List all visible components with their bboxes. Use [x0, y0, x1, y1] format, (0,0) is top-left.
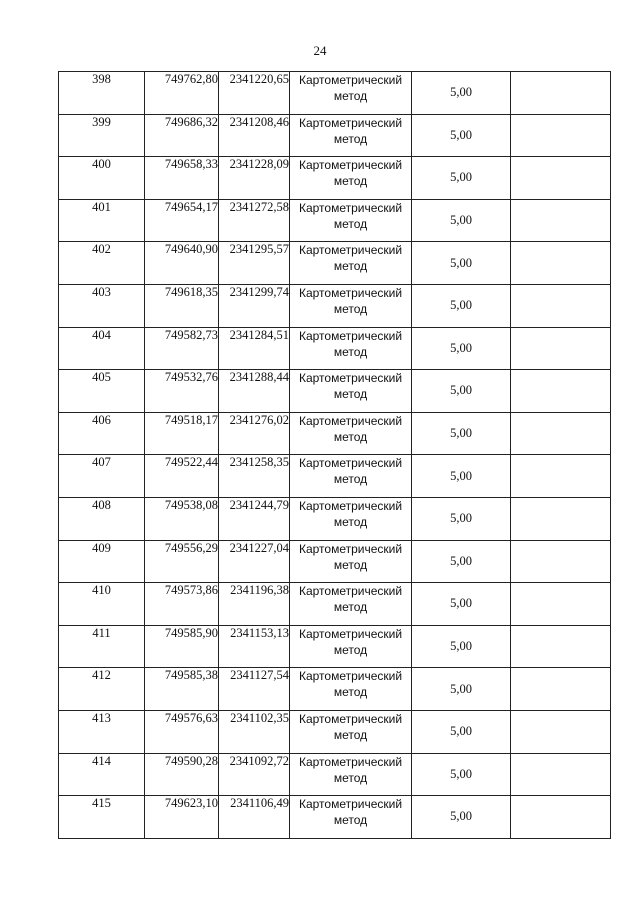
- method-cell: [290, 710, 412, 753]
- method-line-1: Картометрический: [298, 73, 403, 87]
- method-line-1: Картометрический: [298, 371, 403, 386]
- note-cell: [511, 455, 611, 498]
- coordinate-y: 2341196,38: [219, 583, 290, 626]
- point-number: 406: [59, 412, 145, 455]
- coordinate-y: 2341127,54: [219, 668, 290, 711]
- coordinate-x: 749522,44: [145, 455, 219, 498]
- method-line-1: Картометрический: [298, 754, 403, 769]
- point-number: 405: [59, 370, 145, 413]
- method-cell: [290, 327, 412, 370]
- note-cell: [511, 753, 611, 796]
- coordinate-x: 749623,10: [145, 796, 219, 839]
- note-cell: [511, 540, 611, 583]
- method-cell: [290, 583, 412, 626]
- method-line-2: метод: [333, 642, 368, 657]
- point-number: 400: [59, 157, 145, 200]
- point-number: 414: [59, 753, 145, 796]
- accuracy-value: 5,00: [412, 796, 511, 839]
- coordinate-y: 2341276,02: [219, 412, 290, 455]
- accuracy-value: 5,00: [412, 625, 511, 668]
- method-line-1: Картометрический: [298, 413, 403, 428]
- point-number: 408: [59, 497, 145, 540]
- note-cell: [511, 710, 611, 753]
- table-row: [59, 199, 611, 242]
- coordinate-x: 749618,35: [145, 284, 219, 327]
- table-row: [59, 583, 611, 626]
- method-line-2: метод: [333, 429, 368, 444]
- method-line-1: Картометрический: [298, 711, 403, 726]
- coordinate-x: 749640,90: [145, 242, 219, 285]
- method-line-2: метод: [333, 557, 368, 572]
- method-line-1: Картометрический: [298, 797, 403, 812]
- method-cell: [290, 114, 412, 157]
- method-line-2: метод: [333, 727, 368, 742]
- method-line-1: Картометрический: [298, 285, 403, 300]
- note-cell: [511, 72, 611, 115]
- note-cell: [511, 370, 611, 413]
- coordinate-x: 749518,17: [145, 412, 219, 455]
- coordinate-x: 749582,73: [145, 327, 219, 370]
- note-cell: [511, 284, 611, 327]
- note-cell: [511, 199, 611, 242]
- method-line-2: метод: [333, 514, 368, 529]
- method-line-2: метод: [333, 387, 368, 402]
- coordinate-x: 749585,90: [145, 625, 219, 668]
- point-number: 401: [59, 199, 145, 242]
- method-cell: [290, 157, 412, 200]
- table-row: [59, 497, 611, 540]
- method-cell: [290, 540, 412, 583]
- table-row: [59, 412, 611, 455]
- note-cell: [511, 412, 611, 455]
- accuracy-value: 5,00: [412, 540, 511, 583]
- method-cell: [290, 199, 412, 242]
- method-cell: [290, 668, 412, 711]
- method-line-2: метод: [333, 472, 368, 487]
- method-line-2: метод: [333, 600, 368, 615]
- method-cell: [290, 625, 412, 668]
- table-row: [59, 157, 611, 200]
- coordinate-x: 749658,33: [145, 157, 219, 200]
- coordinate-y: 2341295,57: [219, 242, 290, 285]
- method-cell: [290, 497, 412, 540]
- coordinate-x: 749654,17: [145, 199, 219, 242]
- accuracy-value: 5,00: [412, 370, 511, 413]
- table-row: [59, 370, 611, 413]
- table-row: [59, 796, 611, 839]
- coordinate-y: 2341092,72: [219, 753, 290, 796]
- note-cell: [511, 114, 611, 157]
- table-row: [59, 284, 611, 327]
- method-line-1: Картометрический: [298, 456, 403, 471]
- coordinate-y: 2341244,79: [219, 497, 290, 540]
- method-line-1: Картометрический: [298, 200, 403, 215]
- coordinate-y: 2341153,13: [219, 625, 290, 668]
- table-row: [59, 540, 611, 583]
- accuracy-value: 5,00: [412, 668, 511, 711]
- coordinate-x: 749590,28: [145, 753, 219, 796]
- accuracy-value: 5,00: [412, 412, 511, 455]
- method-line-1: Картометрический: [298, 243, 403, 258]
- method-line-1: Картометрический: [298, 626, 403, 641]
- method-line-1: Картометрический: [298, 115, 403, 130]
- point-number: 399: [59, 114, 145, 157]
- method-line-2: метод: [333, 813, 368, 828]
- coordinate-x: 749573,86: [145, 583, 219, 626]
- table-row: [59, 753, 611, 796]
- coordinates-table: [58, 71, 611, 839]
- coordinate-y: 2341228,09: [219, 157, 290, 200]
- note-cell: [511, 625, 611, 668]
- point-number: 409: [59, 540, 145, 583]
- method-cell: [290, 412, 412, 455]
- method-line-1: Картометрический: [298, 158, 403, 173]
- table-row: [59, 72, 611, 115]
- accuracy-value: 5,00: [412, 455, 511, 498]
- coordinate-y: 2341284,51: [219, 327, 290, 370]
- note-cell: [511, 327, 611, 370]
- coordinate-y: 2341288,44: [219, 370, 290, 413]
- point-number: 398: [59, 72, 145, 115]
- point-number: 402: [59, 242, 145, 285]
- coordinate-x: 749538,08: [145, 497, 219, 540]
- point-number: 407: [59, 455, 145, 498]
- method-line-2: метод: [333, 259, 368, 274]
- table-row: [59, 327, 611, 370]
- accuracy-value: 5,00: [412, 72, 511, 115]
- point-number: 411: [59, 625, 145, 668]
- method-line-2: метод: [333, 174, 368, 189]
- table-row: [59, 710, 611, 753]
- method-line-1: Картометрический: [298, 584, 403, 599]
- method-cell: [290, 753, 412, 796]
- table-row: [59, 625, 611, 668]
- coordinate-y: 2341272,58: [219, 199, 290, 242]
- accuracy-value: 5,00: [412, 583, 511, 626]
- note-cell: [511, 157, 611, 200]
- note-cell: [511, 497, 611, 540]
- coordinate-y: 2341208,46: [219, 114, 290, 157]
- point-number: 404: [59, 327, 145, 370]
- accuracy-value: 5,00: [412, 114, 511, 157]
- coordinate-x: 749556,29: [145, 540, 219, 583]
- page-number: 24: [313, 43, 327, 58]
- method-cell: [290, 796, 412, 839]
- table-row: [59, 114, 611, 157]
- method-cell: [290, 284, 412, 327]
- method-line-1: Картометрический: [298, 669, 403, 684]
- method-line-2: метод: [333, 344, 368, 359]
- accuracy-value: 5,00: [412, 327, 511, 370]
- accuracy-value: 5,00: [412, 199, 511, 242]
- accuracy-value: 5,00: [412, 753, 511, 796]
- table-row: [59, 668, 611, 711]
- coordinate-x: 749585,38: [145, 668, 219, 711]
- coordinate-x: 749762,80: [145, 72, 219, 115]
- coordinate-x: 749532,76: [145, 370, 219, 413]
- point-number: 403: [59, 284, 145, 327]
- method-line-2: метод: [333, 685, 368, 700]
- method-cell: [290, 455, 412, 498]
- method-line-1: Картометрический: [298, 328, 403, 343]
- point-number: 413: [59, 710, 145, 753]
- coordinate-y: 2341227,04: [219, 540, 290, 583]
- note-cell: [511, 796, 611, 839]
- accuracy-value: 5,00: [412, 710, 511, 753]
- coordinate-y: 2341299,74: [219, 284, 290, 327]
- method-cell: [290, 72, 412, 115]
- note-cell: [511, 668, 611, 711]
- method-line-2: метод: [333, 301, 368, 316]
- coordinate-y: 2341258,35: [219, 455, 290, 498]
- method-line-1: Картометрический: [298, 541, 403, 556]
- coordinate-y: 2341102,35: [219, 710, 290, 753]
- coordinate-x: 749686,32: [145, 114, 219, 157]
- point-number: 412: [59, 668, 145, 711]
- coordinate-y: 2341220,65: [219, 72, 290, 115]
- method-line-1: Картометрический: [298, 498, 403, 513]
- method-line-2: метод: [333, 89, 368, 103]
- accuracy-value: 5,00: [412, 157, 511, 200]
- table-row: [59, 455, 611, 498]
- method-cell: [290, 370, 412, 413]
- note-cell: [511, 242, 611, 285]
- note-cell: [511, 583, 611, 626]
- method-line-2: метод: [333, 131, 368, 146]
- method-cell: [290, 242, 412, 285]
- accuracy-value: 5,00: [412, 497, 511, 540]
- accuracy-value: 5,00: [412, 242, 511, 285]
- coordinate-x: 749576,63: [145, 710, 219, 753]
- coordinate-y: 2341106,49: [219, 796, 290, 839]
- point-number: 415: [59, 796, 145, 839]
- point-number: 410: [59, 583, 145, 626]
- method-line-2: метод: [333, 216, 368, 231]
- method-line-2: метод: [333, 770, 368, 785]
- table-row: [59, 242, 611, 285]
- accuracy-value: 5,00: [412, 284, 511, 327]
